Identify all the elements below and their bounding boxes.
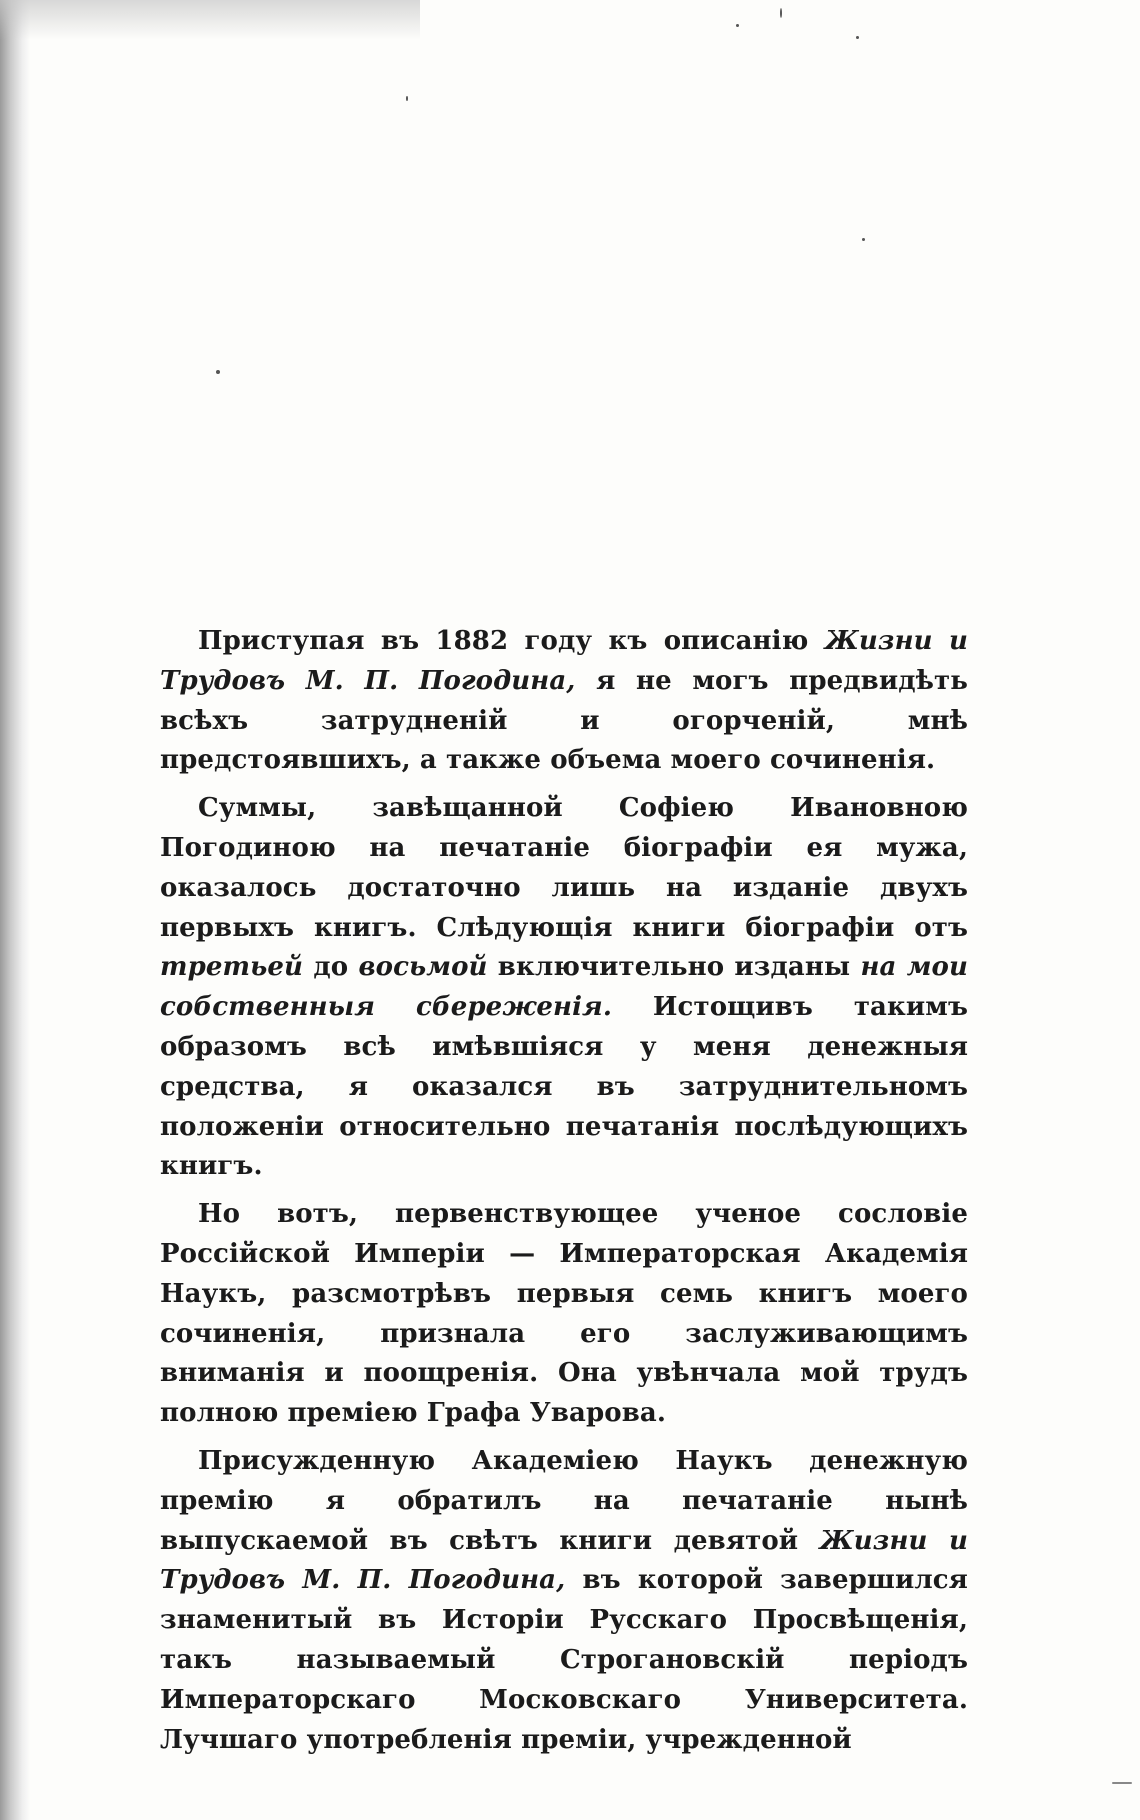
scan-speck bbox=[856, 36, 859, 39]
italic-text: Жизни и Трудовъ М. П. Погодина, bbox=[160, 1525, 968, 1596]
text-run: Но вотъ, первенствующее ученое сословіе Россійской Имперіи — Императорская Академія Наукъ, разсмотрѣвъ первыя семь книгъ моего сочиненія, признала его заслуживающимъ вниманія и поощренія. Она увѣнчала мой трудъ полною преміею Графа Уварова. bbox=[160, 1199, 968, 1429]
text-run: въ которой завершился знаменитый въ Исторіи Русскаго Просвѣщенія, такъ называемый Строгановскій періодъ Императорскаго Московскаго Университета. Лучшаго употребленія преміи, учрежденной bbox=[160, 1565, 968, 1755]
italic-text: третьей bbox=[160, 952, 304, 983]
scan-shadow-top bbox=[0, 0, 420, 40]
text-run: Приступая въ 1882 году къ описанію bbox=[198, 626, 825, 656]
document-body bbox=[160, 622, 968, 1768]
text-run: включительно изданы bbox=[487, 952, 861, 983]
scan-speck bbox=[862, 238, 865, 241]
text-run: Истощивъ такимъ образомъ всѣ имѣвшіяся у меня денежныя средства, я оказался въ затруднительномъ положеніи относительно печатанія послѣдующихъ книгъ. bbox=[160, 992, 968, 1182]
scan-speck bbox=[406, 96, 408, 101]
italic-text: восьмой bbox=[358, 952, 488, 983]
italic-text: Жизни и Трудовъ М. П. Погодина, bbox=[160, 626, 969, 696]
scan-shadow-left bbox=[0, 0, 30, 1820]
scan-speck bbox=[216, 370, 220, 374]
text-run: Присужденную Академіею Наукъ денежную премію я обратилъ на печатаніе нынѣ выпускаемой въ свѣтъ книги девятой bbox=[160, 1445, 968, 1556]
paragraph bbox=[160, 622, 968, 781]
text-run: я не могъ предвидѣть всѣхъ затрудненій и огорченій, мнѣ предстоявшихъ, а также объема моего сочиненія. bbox=[160, 665, 968, 776]
paragraph bbox=[160, 1195, 968, 1434]
italic-text: на мои собственныя сбереженія. bbox=[160, 952, 968, 1023]
scan-speck bbox=[736, 24, 739, 27]
scan-speck bbox=[780, 8, 782, 18]
scan-speck bbox=[1112, 1782, 1132, 1784]
paragraph bbox=[160, 789, 968, 1187]
paragraph bbox=[160, 1442, 968, 1760]
text-run: Суммы, завѣщанной Софіею Ивановною Погодиною на печатаніе біографіи ея мужа, оказалось достаточно лишь на изданіе двухъ первыхъ книгъ. Слѣдующія книги біографіи отъ bbox=[160, 793, 968, 943]
text-run: до bbox=[303, 952, 359, 983]
